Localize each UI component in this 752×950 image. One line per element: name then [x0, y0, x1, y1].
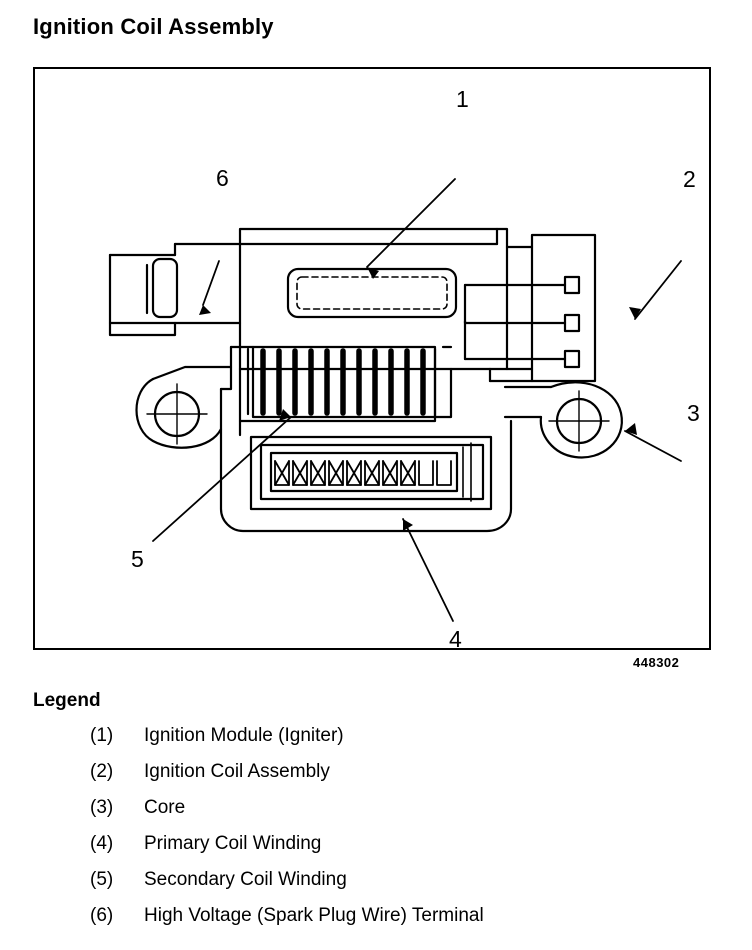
page-title: Ignition Coil Assembly	[33, 14, 274, 39]
legend-item-number: (5)	[90, 869, 114, 890]
figure-code: 448302	[633, 655, 680, 670]
callout-2: 2	[683, 166, 696, 192]
callout-1: 1	[456, 86, 469, 112]
legend-item-number: (3)	[90, 797, 114, 818]
legend-item-label: Ignition Coil Assembly	[144, 761, 330, 782]
legend-list	[90, 725, 710, 941]
figure-frame	[33, 67, 711, 650]
callout-3: 3	[687, 400, 700, 426]
legend-item	[90, 761, 710, 797]
legend-item-label: High Voltage (Spark Plug Wire) Terminal	[144, 905, 484, 926]
legend-item	[90, 905, 710, 941]
legend-item-number: (2)	[90, 761, 114, 782]
ignition-coil-assembly-drawing	[35, 69, 709, 648]
legend-item	[90, 725, 710, 761]
legend-item-number: (1)	[90, 725, 114, 746]
legend-item-label: Core	[144, 797, 186, 818]
callout-4: 4	[449, 626, 462, 648]
legend-item-label: Secondary Coil Winding	[144, 869, 347, 890]
legend-item	[90, 797, 710, 833]
callout-6: 6	[216, 165, 229, 191]
legend-item-label: Ignition Module (Igniter)	[144, 725, 344, 746]
legend-item-number: (4)	[90, 833, 114, 854]
legend-item	[90, 869, 710, 905]
legend-item-label: Primary Coil Winding	[144, 833, 322, 854]
legend-heading: Legend	[33, 690, 101, 711]
callout-5: 5	[131, 546, 144, 572]
legend-item-number: (6)	[90, 905, 114, 926]
legend-item	[90, 833, 710, 869]
